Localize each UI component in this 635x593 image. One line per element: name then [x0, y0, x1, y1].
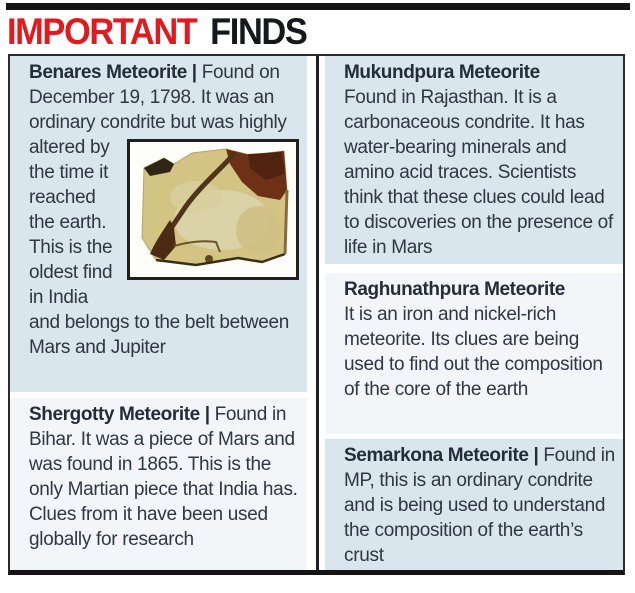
semarkona-meteorite-name: Semarkona Meteorite | — [344, 445, 539, 466]
page-title-primary: IMPORTANT — [7, 11, 197, 52]
content-frame — [8, 54, 625, 575]
benares-meteorite-photo — [127, 139, 299, 280]
mukundpura-body: Found in Rajasthan. It is a carbonaceous condrite. It has water-bearing minerals and amino acid traces. Scientists think that these clues could lead to discoveries on the presence of life in Mars — [344, 87, 613, 258]
mukundpura-meteorite-name: Mukundpura Meteorite — [344, 62, 540, 83]
column-divider-rule — [316, 56, 319, 570]
raghunathpura-body: It is an iron and nickel-rich meteorite. Its clues are being used to find out the composition of the core of the earth — [344, 304, 603, 400]
benares-body-before: Found on December 19, 1798. It was an ordinary condrite but was — [29, 62, 280, 133]
page-title-secondary: FINDS — [210, 11, 307, 52]
semarkona-body: Found in MP, this is an ordinary condrite and is being used to understand the composition of the earth’s crust — [344, 445, 615, 566]
mukundpura-meteorite-block — [325, 56, 623, 264]
page-title — [7, 11, 591, 54]
benares-meteorite-block — [10, 56, 307, 392]
infographic-important-finds — [0, 3, 635, 593]
block-spacer — [325, 264, 623, 273]
top-rule — [6, 3, 630, 10]
shergotty-body: Found in Bihar. It was a piece of Mars and was found in 1865. This is the only Martian piece that India has. Clues from it have been used globally for research — [29, 404, 298, 550]
right-column — [325, 56, 623, 570]
shergotty-meteorite-name: Shergotty Meteorite | — [29, 404, 210, 425]
left-column — [10, 56, 307, 570]
semarkona-meteorite-block — [325, 439, 623, 570]
benares-body-after: highly altered by the time it reached the earth. This is the oldest find in India and belongs to the belt between Mars and Jupiter — [29, 112, 290, 358]
shergotty-meteorite-block — [10, 398, 307, 570]
raghunathpura-meteorite-name: Raghunathpura Meteorite — [344, 279, 565, 300]
raghunathpura-meteorite-block — [325, 273, 623, 434]
benares-meteorite-name: Benares Meteorite | — [29, 62, 197, 83]
meteorite-fragment-illustration — [130, 142, 296, 277]
